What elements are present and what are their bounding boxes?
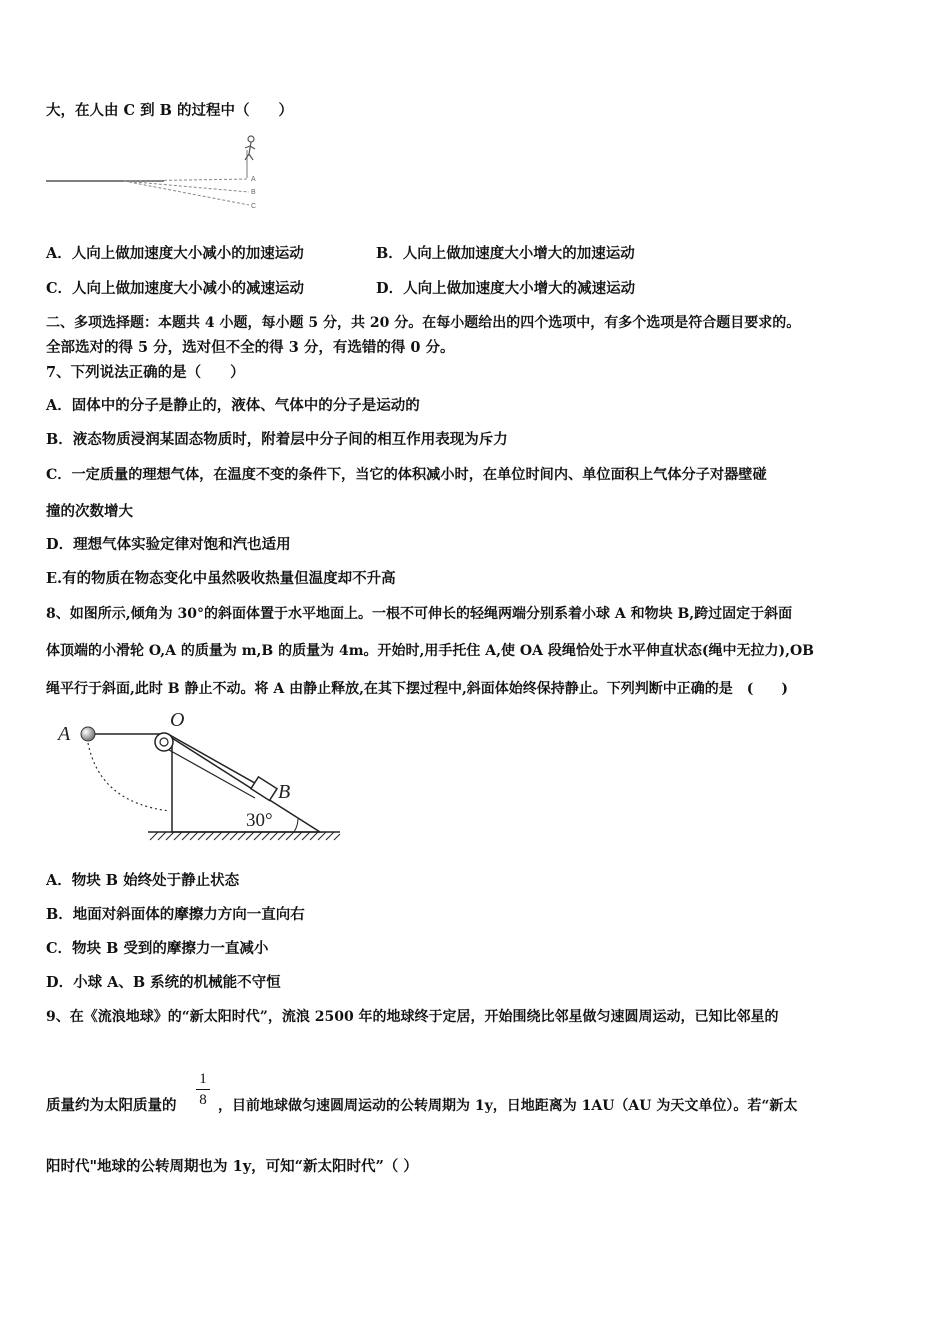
q6-option-c: C．人向上做加速度大小减小的减速运动 <box>46 280 305 297</box>
q7-option-a: A．固体中的分子是静止的，液体、气体中的分子是运动的 <box>46 397 420 414</box>
block-b <box>251 777 277 801</box>
q6-option-a: A．人向上做加速度大小减小的加速运动 <box>46 245 304 262</box>
bungee-figure <box>44 130 274 215</box>
label-b: B <box>278 781 291 803</box>
q9-line2-after: ，目前地球做匀速圆周运动的公转周期为 1y，日地距离为 1AU（AU 为天文单位）。若“新太 <box>218 1098 798 1114</box>
incline-figure <box>50 708 350 848</box>
point-a-label: A <box>251 176 256 183</box>
q9-line3: 阳时代"地球的公转周期也为 1y，可知“新太阳时代”（ ） <box>46 1158 418 1175</box>
q7-option-c: C．一定质量的理想气体，在温度不变的条件下，当它的体积减小时，在单位时间内、单位面积上气体分子对器壁碰 <box>46 467 767 483</box>
q7-option-b: B．液态物质浸润某固态物质时，附着层中分子间的相互作用表现为斥力 <box>46 431 508 448</box>
angle-arc <box>294 818 298 832</box>
rope-ob <box>168 734 260 786</box>
q6-stem-tail: 大，在人由 C 到 B 的过程中（ ） <box>46 102 293 119</box>
q8-option-a: A．物块 B 始终处于静止状态 <box>46 872 240 889</box>
q8-line2: 体顶端的小滑轮 O,A 的质量为 m,B 的质量为 4m。开始时,用手托住 A,使 OA 段绳恰处于水平伸直状态(绳中无拉力),OB <box>46 643 814 659</box>
fraction-numerator: 1 <box>199 1071 207 1087</box>
ground-hatching <box>150 832 340 840</box>
section2-line2: 全部选对的得 5 分，选对但不全的得 3 分，有选错的得 0 分。 <box>46 339 455 356</box>
q7-option-d: D．理想气体实验定律对饱和汽也适用 <box>46 536 291 553</box>
ball-a <box>81 727 95 741</box>
swing-path <box>88 743 170 811</box>
fraction-denominator: 8 <box>199 1092 207 1108</box>
angle-label: 30° <box>246 810 273 831</box>
q8-option-c: C．物块 B 受到的摩擦力一直减小 <box>46 940 269 957</box>
q7-option-c-cont: 撞的次数增大 <box>46 503 133 520</box>
rope-to-c <box>124 181 249 205</box>
q7-stem: 7、下列说法正确的是（ ） <box>46 364 245 381</box>
q8-line1: 8、如图所示,倾角为 30°的斜面体置于水平地面上。一根不可伸长的轻绳两端分别系着小球 A 和物块 B,跨过固定于斜面 <box>46 606 793 622</box>
section2-line1: 二、多项选择题：本题共 4 小题，每小题 5 分，共 20 分。在每小题给出的四个选项中，有多个选项是符合题目要求的。 <box>46 315 801 331</box>
label-o: O <box>170 709 185 731</box>
label-a: A <box>58 723 71 745</box>
q9-line2-before: 质量约为太阳质量的 <box>46 1097 177 1114</box>
mass-fraction <box>196 1070 210 1109</box>
q8-option-b: B．地面对斜面体的摩擦力方向一直向右 <box>46 906 305 923</box>
q6-option-b: B．人向上做加速度大小增大的加速运动 <box>376 245 635 262</box>
q8-line3: 绳平行于斜面,此时 B 静止不动。将 A 由静止释放,在其下摆过程中,斜面体始终保持静止。下列判断中正确的是 ( ) <box>46 681 789 697</box>
point-c-label: C <box>251 203 257 210</box>
q6-option-d: D．人向上做加速度大小增大的减速运动 <box>376 280 636 297</box>
q7-option-e: E.有的物质在物态变化中虽然吸收热量但温度却不升高 <box>46 570 396 587</box>
rope-to-b <box>124 181 249 192</box>
q9-line1: 9、在《流浪地球》的“新太阳时代”，流浪 2500 年的地球终于定居，开始围绕比邻星做匀速圆周运动，已知比邻星的 <box>46 1009 779 1025</box>
point-b-label: B <box>251 189 256 196</box>
q8-option-d: D．小球 A、B 系统的机械能不守恒 <box>46 974 281 991</box>
